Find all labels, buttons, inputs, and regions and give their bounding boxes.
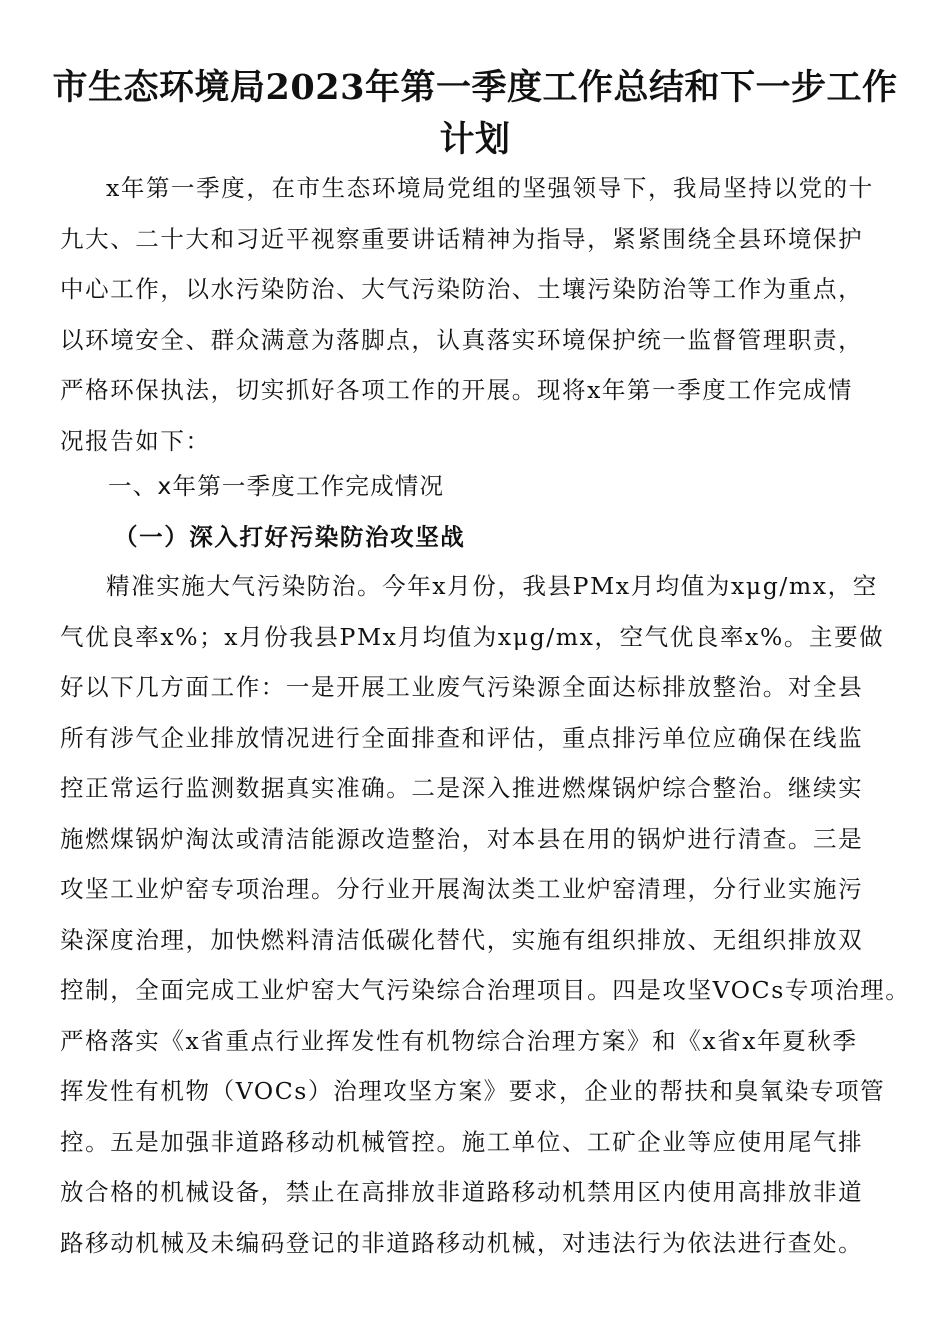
text-line: 施燃煤锅炉淘汰或清洁能源改造整治，对本县在用的锅炉进行清查。三是 [60,824,864,853]
air-pollution-paragraph [60,561,911,1268]
text-line: 好以下几方面工作：一是开展工业废气污染源全面达标排放整治。对全县 [60,673,864,701]
text-line: 控正常运行监测数据真实准确。二是深入推进燃煤锅炉综合整治。继续实 [60,774,864,802]
text-line: 九大、二十大和习近平视察重要讲话精神为指导，紧紧围绕全县环境保护 [60,224,864,253]
text-line: 染深度治理，加快燃料清洁低碳化替代，实施有组织排放、无组织排放双 [60,925,864,954]
section-heading-1: 一、x年第一季度工作完成情况 [108,472,445,500]
text-line: 控制，全面完成工业炉窑大气污染综合治理项目。四是攻坚VOCs专项治理。 [60,976,911,1004]
text-line: 中心工作，以水污染防治、大气污染防治、土壤污染防治等工作为重点， [60,275,864,303]
intro-paragraph [60,163,895,466]
text-line: 严格环保执法，切实抓好各项工作的开展。现将x年第一季度工作完成情 [60,376,853,404]
text-line: 放合格的机械设备，禁止在高排放非道路移动机禁用区内使用高排放非道 [60,1178,864,1206]
text-line: 路移动机械及未编码登记的非道路移动机械，对违法行为依法进行查处。 [60,1228,864,1257]
title-line-2: 计划 [439,119,511,160]
subsection-heading-1: （一）深入打好污染防治攻坚战 [114,523,466,551]
text-line: 以环境安全、群众满意为落脚点，认真落实环境保护统一监督管理职责， [60,325,864,354]
text-line: 所有涉气企业排放情况进行全面排查和评估，重点排污单位应确保在线监 [60,723,864,752]
text-line: 气优良率x%；x月份我县PMx月均值为xμg/mx，空气优良率x%。主要做 [60,622,885,651]
document-title [40,62,910,166]
text-line: 攻坚工业炉窑专项治理。分行业开展淘汰类工业炉窑清理，分行业实施污 [60,875,864,903]
text-line: 精准实施大气污染防治。今年x月份，我县PMx月均值为xμg/mx，空 [106,572,878,600]
text-line: 挥发性有机物（VOCs）治理攻坚方案》要求，企业的帮扶和臭氧染专项管 [60,1077,886,1105]
title-line-1: 市生态环境局2023年第一季度工作总结和下一步工作 [52,67,898,108]
text-line: 严格落实《x省重点行业挥发性有机物综合治理方案》和《x省x年夏秋季 [60,1026,858,1055]
text-line: x年第一季度，在市生态环境局党组的坚强领导下，我局坚持以党的十 [106,174,874,202]
text-line: 控。五是加强非道路移动机械管控。施工单位、工矿企业等应使用尾气排 [60,1127,864,1156]
text-line: 况报告如下： [60,426,211,455]
